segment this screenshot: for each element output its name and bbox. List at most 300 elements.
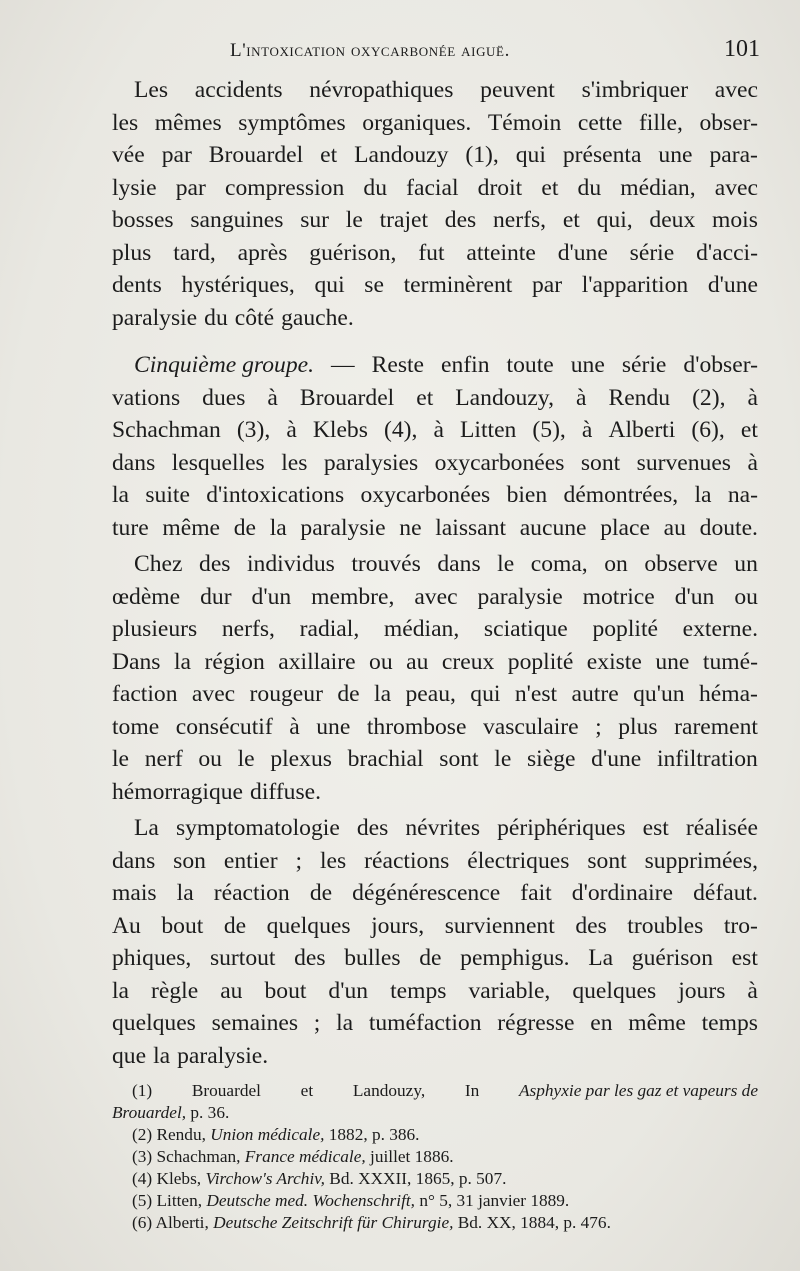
word: individus bbox=[247, 551, 335, 577]
word: plus bbox=[618, 713, 658, 740]
word: bout bbox=[264, 977, 307, 1004]
word: organiques. bbox=[362, 109, 472, 136]
word: Cinquième groupe. bbox=[134, 352, 314, 378]
word: bulles bbox=[344, 945, 401, 971]
word: brachial bbox=[347, 746, 424, 772]
word: Chez bbox=[134, 551, 183, 577]
word: est bbox=[642, 815, 669, 841]
word: oxycarbonées bbox=[434, 449, 565, 476]
word: fait bbox=[520, 880, 552, 906]
word: ou bbox=[198, 746, 222, 772]
body-text bbox=[112, 74, 758, 1072]
text-line bbox=[112, 204, 758, 237]
word: côté bbox=[234, 304, 275, 331]
word: à bbox=[575, 384, 587, 411]
word: dur bbox=[200, 583, 232, 610]
word: rarement bbox=[674, 713, 758, 740]
word: lesquelles bbox=[171, 449, 265, 476]
word: des bbox=[575, 912, 607, 939]
word: consécutif bbox=[175, 713, 273, 740]
word: de bbox=[337, 681, 360, 707]
word: (6), bbox=[691, 417, 725, 443]
word: la bbox=[694, 482, 712, 508]
word: deux bbox=[649, 207, 696, 233]
word: même bbox=[628, 1010, 686, 1036]
word: de bbox=[233, 514, 256, 541]
word: faction bbox=[112, 681, 178, 707]
word: quelques bbox=[112, 1010, 196, 1036]
word: observe bbox=[644, 551, 718, 577]
word: et bbox=[320, 142, 338, 168]
footnote-1 bbox=[112, 1080, 758, 1102]
footnote-2 bbox=[112, 1124, 758, 1146]
word: La bbox=[134, 815, 159, 841]
word: réactions bbox=[364, 847, 450, 874]
footnote-5 bbox=[112, 1190, 758, 1212]
text-line bbox=[112, 678, 758, 711]
word: La bbox=[588, 945, 614, 971]
word: vée bbox=[112, 142, 145, 168]
word: la bbox=[176, 880, 194, 906]
text-line bbox=[112, 414, 758, 447]
word: paralysie bbox=[112, 304, 198, 331]
word: place bbox=[600, 514, 650, 541]
word: à bbox=[581, 417, 593, 443]
word: Klebs bbox=[312, 417, 368, 443]
word: ou bbox=[734, 583, 758, 610]
word: Landouzy, bbox=[352, 1081, 426, 1100]
footnote-detail: p. 36. bbox=[186, 1103, 230, 1122]
word: l'apparition bbox=[581, 272, 689, 298]
word: mêmes bbox=[154, 109, 222, 136]
word: Asphyxie par les gaz et vapeurs de bbox=[518, 1081, 758, 1100]
text-line bbox=[112, 548, 758, 581]
word: série bbox=[621, 352, 667, 378]
word: nerf bbox=[144, 746, 183, 772]
footnote-4 bbox=[112, 1168, 758, 1190]
word: ; bbox=[313, 1010, 321, 1036]
word: existe bbox=[586, 648, 642, 675]
word: à bbox=[286, 417, 297, 443]
footnote-detail: 1882, p. 386. bbox=[324, 1125, 420, 1144]
word: Dans bbox=[112, 648, 161, 675]
text-line bbox=[112, 812, 758, 845]
word: et bbox=[416, 384, 434, 411]
word: avec bbox=[714, 174, 758, 201]
word: en bbox=[590, 1010, 613, 1036]
word: poplité bbox=[507, 648, 574, 675]
text-line bbox=[112, 1007, 758, 1040]
word: coma, bbox=[530, 551, 588, 577]
word: héma- bbox=[698, 681, 758, 707]
word: on bbox=[604, 551, 628, 577]
page-header bbox=[112, 36, 760, 68]
word: enfin bbox=[441, 352, 490, 378]
word: réaction bbox=[213, 880, 290, 906]
word: et bbox=[740, 417, 758, 443]
word: phiques, bbox=[112, 945, 192, 971]
word: avec bbox=[191, 681, 236, 707]
word: paralysie bbox=[300, 514, 386, 541]
word: (1) bbox=[132, 1081, 153, 1100]
word: médian, bbox=[383, 616, 460, 642]
word: Schachman bbox=[112, 417, 221, 443]
word: périphériques bbox=[497, 815, 626, 841]
word: externe. bbox=[682, 616, 758, 642]
word: n'est bbox=[514, 681, 558, 707]
word: tome bbox=[112, 713, 160, 740]
text-line bbox=[112, 382, 758, 415]
word: névrites bbox=[405, 815, 481, 841]
word: des bbox=[294, 945, 326, 971]
word: à bbox=[267, 384, 278, 411]
word: régresse bbox=[497, 1010, 575, 1036]
word: gauche. bbox=[281, 304, 354, 331]
word: et bbox=[300, 1081, 314, 1100]
word: les bbox=[112, 109, 139, 136]
footnote-detail: juillet 1886. bbox=[365, 1147, 454, 1166]
word: fut bbox=[418, 239, 445, 266]
word: qui bbox=[470, 681, 501, 707]
word: quelques bbox=[266, 912, 351, 939]
word: du bbox=[577, 174, 602, 201]
word: dans bbox=[112, 847, 156, 874]
word: le bbox=[494, 746, 512, 772]
word: une bbox=[316, 713, 351, 740]
word: suite bbox=[145, 482, 190, 508]
word: vasculaire bbox=[482, 713, 579, 740]
word: un bbox=[734, 551, 758, 577]
word: (3), bbox=[236, 417, 271, 443]
word: une bbox=[570, 352, 605, 378]
footnote-author: (2) Rendu, bbox=[132, 1125, 211, 1144]
word: accidents bbox=[194, 77, 283, 103]
footnote-1-continued bbox=[112, 1102, 758, 1124]
word: vations bbox=[112, 384, 181, 411]
word: région bbox=[204, 648, 265, 675]
running-title: L'intoxication oxycarbonée aiguë. bbox=[230, 40, 510, 61]
word: radial, bbox=[299, 616, 360, 642]
word: paralysies bbox=[323, 449, 419, 476]
word: de bbox=[419, 945, 442, 971]
word: laissant bbox=[435, 514, 507, 541]
word: ne bbox=[399, 514, 422, 541]
text-line bbox=[112, 743, 758, 776]
word: cette bbox=[577, 109, 623, 136]
text-line bbox=[112, 776, 758, 809]
word: motrice bbox=[582, 583, 655, 610]
word: au bbox=[406, 648, 429, 675]
word: dégénérescence bbox=[352, 880, 501, 906]
text-line bbox=[112, 877, 758, 910]
word: doute. bbox=[699, 514, 758, 541]
word: qui bbox=[314, 272, 345, 298]
text-line bbox=[112, 613, 758, 646]
word: par bbox=[175, 174, 206, 201]
word: nerfs, bbox=[221, 616, 275, 642]
word: jours bbox=[678, 977, 726, 1004]
text-line bbox=[112, 172, 758, 205]
footnotes bbox=[112, 1080, 758, 1234]
word: survenues bbox=[636, 449, 731, 476]
word: paralysie bbox=[477, 583, 563, 610]
word: facial bbox=[406, 174, 459, 201]
word: symptomatologie bbox=[175, 815, 340, 841]
word: d'une bbox=[591, 746, 642, 772]
word: tuméfaction bbox=[368, 1010, 482, 1036]
word: fille, bbox=[638, 109, 683, 136]
word: dans bbox=[437, 551, 481, 577]
text-line bbox=[112, 269, 758, 302]
footnote-source: Virchow's Archiv, bbox=[205, 1169, 325, 1188]
word: à bbox=[747, 384, 758, 411]
word: s'imbriquer bbox=[581, 77, 689, 103]
text-line bbox=[112, 942, 758, 975]
word: oxycarbonées bbox=[360, 482, 491, 508]
word: supprimées, bbox=[644, 847, 758, 874]
word: se bbox=[364, 272, 384, 298]
word: ; bbox=[295, 847, 303, 874]
word: aucune bbox=[519, 514, 587, 541]
word: lysie bbox=[112, 174, 157, 201]
word: bosses bbox=[112, 207, 174, 233]
word: (2), bbox=[692, 384, 726, 411]
word: même bbox=[162, 514, 221, 541]
word: qui bbox=[515, 142, 546, 168]
text-line bbox=[112, 845, 758, 878]
word: d'un bbox=[674, 583, 715, 610]
text-line bbox=[112, 646, 758, 679]
word: d'une bbox=[707, 272, 758, 298]
text-line bbox=[112, 711, 758, 744]
word: ; bbox=[595, 713, 602, 740]
word: électriques bbox=[467, 847, 570, 874]
word: hystériques, bbox=[181, 272, 295, 298]
word: Landouzy, bbox=[455, 384, 554, 411]
word: œdème bbox=[112, 583, 181, 610]
word: et bbox=[562, 207, 580, 233]
footnote-detail: n° 5, 31 janvier 1889. bbox=[415, 1191, 570, 1210]
word: surviennent bbox=[444, 912, 555, 939]
footnote-detail: Bd. XX, 1884, p. 476. bbox=[453, 1213, 611, 1232]
text-line bbox=[112, 237, 758, 270]
word: toute bbox=[506, 352, 554, 378]
word: la bbox=[374, 681, 392, 707]
text-line bbox=[112, 107, 758, 140]
word: jours, bbox=[371, 912, 425, 939]
word: mais bbox=[112, 880, 157, 906]
footnote-detail: Bd. XXXII, 1865, p. 507. bbox=[324, 1169, 507, 1188]
word: la bbox=[336, 1010, 354, 1036]
word: des bbox=[356, 815, 389, 841]
word: une bbox=[658, 142, 693, 168]
word: plusieurs bbox=[112, 616, 198, 642]
word: peau, bbox=[405, 681, 456, 707]
word: creux bbox=[441, 648, 495, 675]
word: la bbox=[153, 1042, 171, 1069]
word: défaut. bbox=[693, 880, 758, 906]
word: démontrées, bbox=[563, 482, 679, 508]
word: que bbox=[112, 1042, 147, 1069]
word: ou bbox=[369, 648, 393, 675]
word: poplité bbox=[592, 616, 658, 642]
word: série bbox=[629, 239, 675, 266]
text-line bbox=[112, 447, 758, 480]
word: une bbox=[655, 648, 690, 675]
word: dans bbox=[112, 449, 156, 476]
word: d'obser- bbox=[683, 352, 758, 378]
word: entier bbox=[223, 847, 278, 874]
word: na- bbox=[727, 482, 758, 508]
word: temps bbox=[701, 1010, 758, 1036]
word: droit bbox=[477, 174, 523, 201]
word: des bbox=[199, 551, 231, 577]
word: de bbox=[309, 880, 333, 906]
word: sanguines bbox=[190, 207, 284, 233]
text-line bbox=[112, 139, 758, 172]
word: trouvés bbox=[351, 551, 421, 577]
word: infiltration bbox=[656, 746, 758, 772]
text-line bbox=[112, 512, 758, 545]
word: Alberti bbox=[608, 417, 676, 443]
word: compression bbox=[224, 174, 345, 201]
word: semaines bbox=[211, 1010, 299, 1036]
word: variable, bbox=[468, 977, 551, 1004]
word: les bbox=[281, 449, 308, 476]
word: surtout bbox=[209, 945, 276, 971]
word: d'intoxications bbox=[206, 482, 345, 508]
footnote-author: (6) Alberti, bbox=[132, 1213, 214, 1232]
word: qui, bbox=[596, 207, 633, 233]
footnote-source: France médicale, bbox=[244, 1147, 366, 1166]
word: bien bbox=[506, 482, 548, 508]
text-line-section-heading bbox=[112, 349, 758, 382]
word: sont bbox=[587, 847, 627, 874]
word: à bbox=[747, 977, 758, 1004]
word: Brouardel bbox=[299, 384, 395, 411]
footnote-3 bbox=[112, 1146, 758, 1168]
text-line bbox=[112, 302, 758, 335]
word: d'un bbox=[328, 977, 369, 1004]
word: par bbox=[531, 272, 563, 298]
word: dues bbox=[202, 384, 246, 411]
word: qu'un bbox=[633, 681, 685, 707]
word: la bbox=[173, 648, 192, 675]
word: In bbox=[464, 1081, 480, 1100]
word: pemphigus. bbox=[460, 945, 570, 971]
word: des bbox=[444, 207, 477, 233]
word: au bbox=[663, 514, 686, 541]
word: quelques bbox=[572, 977, 657, 1004]
word: membre, bbox=[311, 583, 395, 610]
word: nerfs, bbox=[492, 207, 547, 233]
word: temps bbox=[390, 977, 447, 1004]
word: sciatique bbox=[483, 616, 568, 642]
word: médian, bbox=[620, 174, 696, 201]
word: la bbox=[112, 977, 130, 1004]
footnote-author: (5) Litten, bbox=[132, 1191, 207, 1210]
word: et bbox=[541, 174, 559, 201]
word: névropathiques bbox=[309, 77, 454, 103]
footnote-author: (3) Schachman, bbox=[132, 1147, 245, 1166]
word: guérison bbox=[631, 945, 714, 971]
text-line bbox=[112, 1040, 758, 1073]
word: à bbox=[289, 713, 300, 740]
word: d'une bbox=[557, 239, 608, 266]
word: la bbox=[269, 514, 287, 541]
word: (1), bbox=[465, 142, 499, 168]
word: axillaire bbox=[278, 648, 356, 675]
text-line bbox=[112, 581, 758, 614]
word: guérison, bbox=[309, 239, 397, 266]
word: para- bbox=[709, 142, 758, 168]
word: plexus bbox=[270, 746, 332, 772]
word: rougeur bbox=[249, 681, 323, 707]
word: la bbox=[112, 482, 130, 508]
word: Brouardel bbox=[191, 1081, 261, 1100]
word: — bbox=[331, 352, 355, 378]
word: paralysie. bbox=[177, 1042, 269, 1069]
word: au bbox=[220, 977, 243, 1004]
word: terminèrent bbox=[403, 272, 513, 298]
footnote-source: Union médicale, bbox=[210, 1125, 325, 1144]
footnote-6 bbox=[112, 1212, 758, 1234]
text-line bbox=[112, 975, 758, 1008]
word: tumé- bbox=[702, 648, 758, 675]
word: son bbox=[173, 847, 206, 874]
word: après bbox=[237, 239, 288, 266]
text-line bbox=[112, 910, 758, 943]
word: Les bbox=[134, 77, 169, 103]
page-number: 101 bbox=[724, 36, 760, 62]
word: à bbox=[433, 417, 444, 443]
word: siège bbox=[526, 746, 576, 772]
word: d'acci- bbox=[696, 239, 758, 266]
word: présenta bbox=[562, 142, 642, 168]
word: avec bbox=[414, 583, 458, 610]
word: diffuse. bbox=[250, 778, 322, 805]
word: tard, bbox=[173, 239, 216, 266]
footnote-source: Deutsche Zeitschrift für Chirurgie, bbox=[213, 1213, 454, 1232]
word: troubles bbox=[627, 912, 704, 939]
word: obser- bbox=[699, 109, 758, 136]
footnote-source: Deutsche med. Wochenschrift, bbox=[206, 1191, 415, 1210]
word: par bbox=[161, 142, 192, 168]
footnote-author: (4) Klebs, bbox=[132, 1169, 206, 1188]
word: symptômes bbox=[238, 109, 346, 136]
word: (4), bbox=[383, 417, 418, 443]
word: sont bbox=[580, 449, 621, 476]
word: (5), bbox=[532, 417, 566, 443]
word: du bbox=[363, 174, 387, 201]
word: plus bbox=[112, 239, 152, 266]
word: mois bbox=[712, 207, 758, 233]
word: sont bbox=[439, 746, 479, 772]
word: Rendu bbox=[608, 384, 671, 411]
footnote-source: Brouardel, bbox=[112, 1103, 187, 1122]
word: est bbox=[731, 945, 758, 971]
word: d'un bbox=[251, 583, 292, 610]
word: règle bbox=[151, 977, 199, 1004]
word: du bbox=[204, 304, 228, 331]
text-line bbox=[112, 74, 758, 107]
word: Landouzy bbox=[354, 142, 449, 168]
word: trajet bbox=[379, 207, 429, 233]
word: atteinte bbox=[466, 239, 536, 266]
word: les bbox=[320, 847, 347, 874]
word: réalisée bbox=[685, 815, 758, 841]
word: d'ordinaire bbox=[571, 880, 674, 906]
